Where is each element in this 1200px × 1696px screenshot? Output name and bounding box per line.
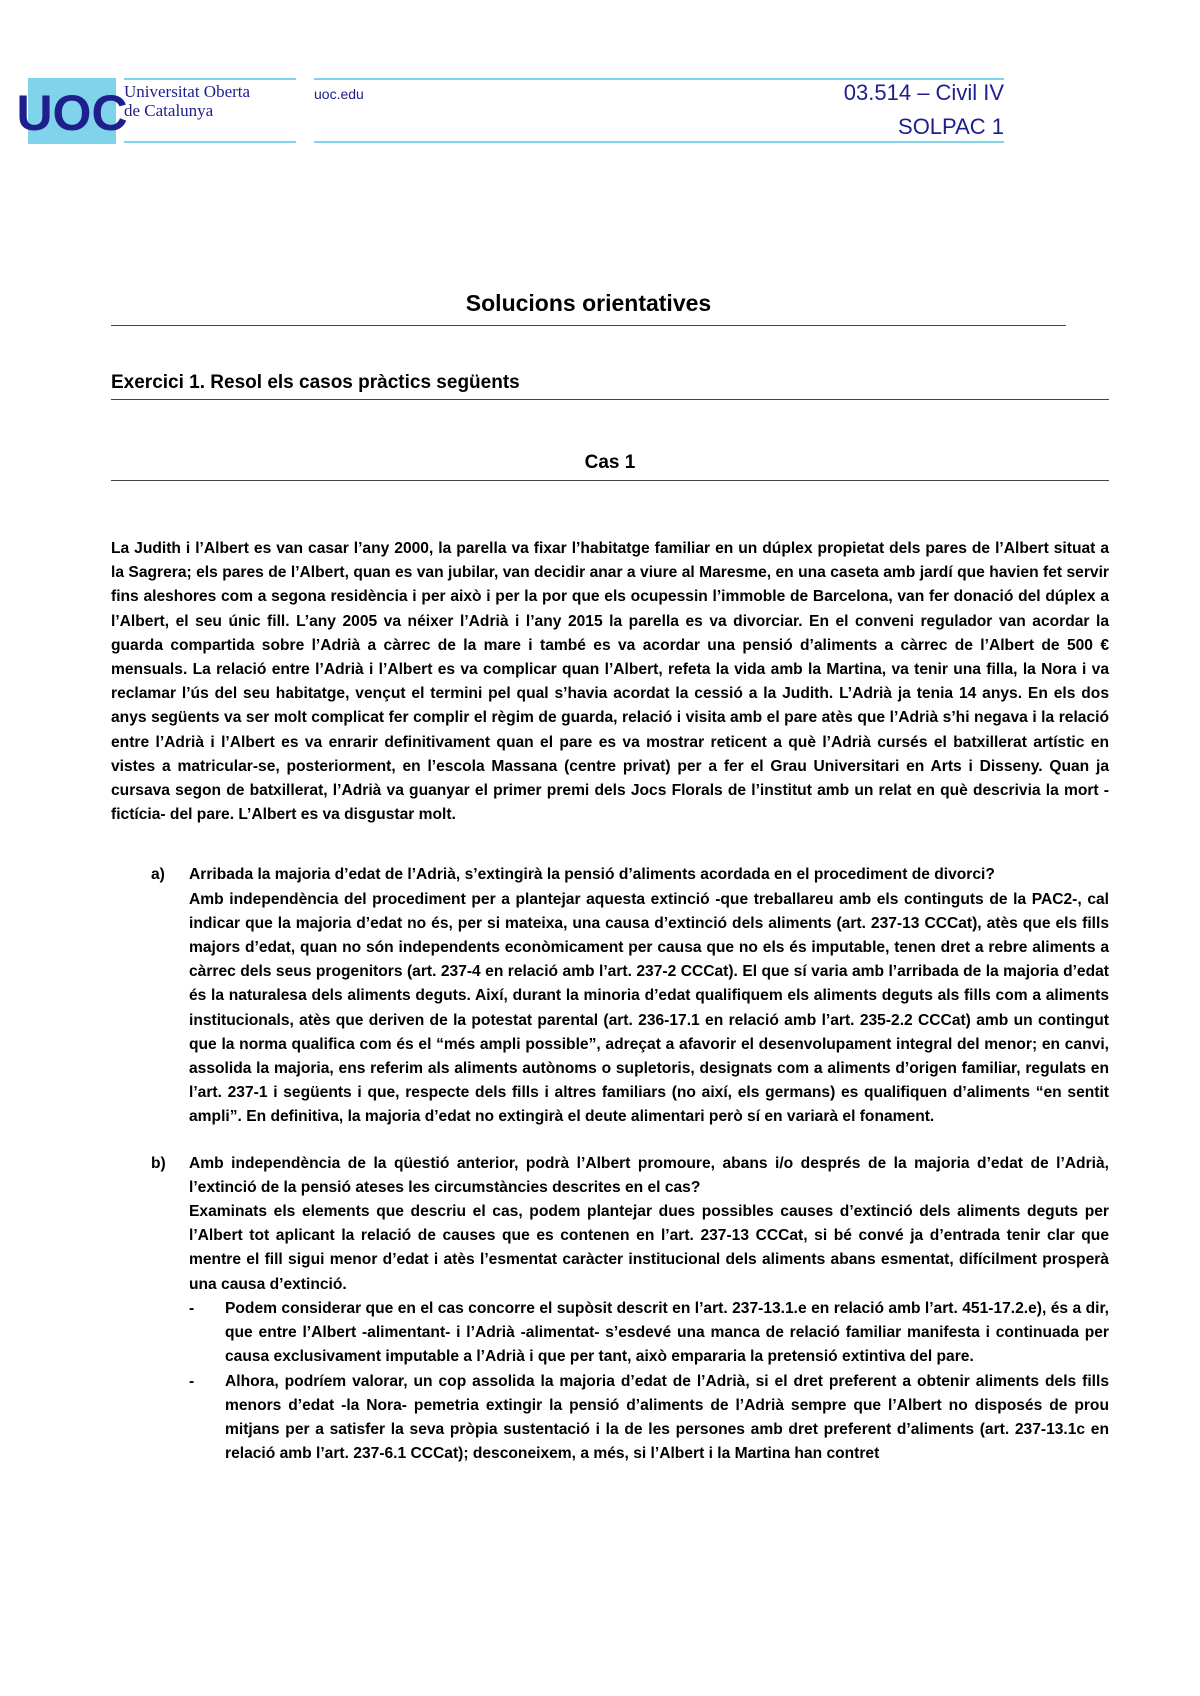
document-subtitle: SOLPAC 1: [898, 114, 1004, 139]
bullet-dash: -: [189, 1299, 195, 1317]
uoc-logo-icon: [16, 78, 128, 144]
case-description: La Judith i l’Albert es van casar l’any 2000, la parella va fixar l’habitatge familiar en un dúplex propietat dels pares de l’Albert situat a la Sagrera; els pares de l’Albert, quan es van jubilar, van decidir anar a viure al Maresme, en una caseta amb jardí que havien fet servir fins aleshores com a segona residència i per això i per la por que els ocupessin l’immoble de Barcelona, van fer donació del dúplex a l’Albert, el seu únic fill. L’any 2005 va néixer l’Adrià i l’any 2015 la parella es va divorciar. En el conveni regulador van acordar la guarda compartida sobre l’Adrià a càrrec de la mare i també es va acordar una pensió d’aliments a càrrec de l’Albert de 500 € mensuals. La relació entre l’Adrià i l’Albert es va complicar quan l’Albert, refeta la vida amb la Martina, va tenir una filla, la Nora i va reclamar l’ús del seu habitatge, vençut el termini pel qual s’havia acordat la cessió a la Judith. L’Adrià ja tenia 14 anys. En els dos anys següents va ser molt complicat fer complir el règim de guarda, relació i visita amb el pare atès que l’Adrià s’hi negava i la relació entre l’Adrià i l’Albert es va enrarir definitivament quan el pare es va mostrar reticent a què l’Adrià cursés el batxillerat artístic en vistes a matricular-se, posteriorment, en l’escola Massana (centre privat) per a fer el Grau Universitari en Arts i Disseny. Quan ja cursava segon de batxillerat, l’Adrià va guanyar el primer premi dels Jocs Florals de l’institut amb un relat en què descrivia la mort -fictícia- del pare. L’Albert es va disgustar molt.: [111, 540, 1109, 824]
list-item-text: Alhora, podríem valorar, un cop assolida la majoria d’edat de l’Adrià, si el dret preferent a obtenir aliments dels fills menors d’edat -la Nora- pemetria extingir la pensió d’aliments de l’Adrià sempre que l’Albert no disposés de prou mitjans per a satisfer la seva pròpia sustentació i la de les persones amb dret preferent d’aliments (art. 237-13.1c en relació amb l’art. 237-6.1 CCCat); desconeixem, a més, si l’Albert i la Martina han contret: [225, 1372, 1109, 1463]
question-a-answer: Amb independència del procediment per a plantejar aquesta extinció -que treballareu amb els continguts de la PAC2-, cal indicar que la majoria d’edat no és, per si mateixa, una causa d’extinció dels aliments (art. 237-13 CCCat), atès que els fills majors d’edat, quan no són independents econòmicament per causa que no els és imputable, tenen dret a rebre aliments a càrrec dels seus progenitors (art. 237-4 en relació amb l’art. 237-2 CCCat). El que sí varia amb l’arribada de la majoria d’edat és la naturalesa dels aliments deguts. Així, durant la minoria d’edat qualifiquem els aliments deguts als fills com a aliments institucionals, atès que deriven de la potestat parental (art. 236-17.1 en relació amb l’art. 235-2.2 CCCat) amb un contingut que la norma qualifica com és el “més ampli possible”, adreçat a afavorir el desenvolupament integral del menor; en canvi, assolida la majoria, ens referim als aliments autònoms o supletoris, designats com a aliments d’origen familiar, regulats en l’art. 237-1 i següents i que, respecte dels fills i altres familiars (no així, els germans) es qualifiquen d’aliments “en sentit ampli”. En definitiva, la majoria d’edat no extingirà el deute alimentari però sí en variarà el fonament.: [189, 890, 1109, 1126]
logo-divider-top: [124, 78, 296, 80]
question-b-answer: Examinats els elements que descriu el cas, podem plantejar dues possibles causes d’extinció dels aliments deguts per l’Albert tot aplicant la relació de causes que es contenen en l’art. 237-13 CCCat, si bé convé ja d’entrada tenir clar que mentre el fill sigui menor d’edat i atès l’esmentat caràcter institucional dels aliments abans esmentat, difícilment prosperà una causa d’extinció.: [189, 1203, 1109, 1293]
question-a: [111, 863, 1109, 1129]
logo-divider-bottom: [124, 141, 296, 143]
document-title: Solucions orientatives: [111, 290, 1066, 326]
question-b-text: Amb independència de la qüestió anterior, podrà l’Albert promoure, abans i/o després de la majoria d’edat de l’Adrià, l’extinció de la pensió ateses les circumstàncies descrites en el cas?: [189, 1154, 1109, 1196]
page-header: [0, 0, 1200, 150]
svg-text:UOC: UOC: [16, 85, 128, 141]
list-item-text: Podem considerar que en el cas concorre el supòsit descrit en l’art. 237-13.1.e en relació amb l’art. 451-17.2.e), és a dir, que entre l’Albert -alimentant- i l’Adrià -alimentat- s’esdevé una manca de relació familiar manifesta i continuada per causa exclusivament imputable a l’Adrià i que per tant, això empararia la pretensió extintiva del pare.: [225, 1299, 1109, 1366]
list-item: [189, 1370, 1109, 1467]
bullet-dash: -: [189, 1372, 195, 1390]
question-a-marker: a): [151, 866, 165, 884]
list-item: [189, 1297, 1109, 1370]
question-a-text: Arribada la majoria d’edat de l’Adrià, s’extingirà la pensió d’aliments acordada en el procediment de divorci?: [189, 866, 995, 884]
header-divider-bottom: [314, 141, 1004, 143]
university-name-line1: Universitat Oberta: [124, 82, 251, 101]
case-heading: Cas 1: [111, 452, 1109, 481]
question-b-marker: b): [151, 1154, 166, 1172]
site-link[interactable]: uoc.edu: [314, 86, 364, 102]
question-b: [111, 1152, 1109, 1467]
university-name: [124, 82, 250, 120]
document-body: [111, 290, 1109, 1466]
university-name-line2: de Catalunya: [124, 101, 214, 120]
exercise-heading: Exercici 1. Resol els casos pràctics següents: [111, 372, 1109, 400]
course-code: 03.514 – Civil IV: [843, 80, 1004, 105]
